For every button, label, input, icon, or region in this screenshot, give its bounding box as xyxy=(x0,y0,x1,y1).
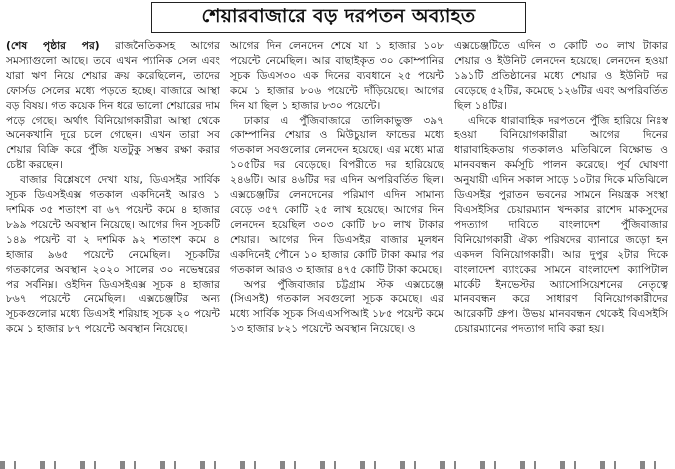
paragraph: এক্সচেঞ্জটিতে এদিন ৩ কোটি ৩০ লাখ টাকার শেয়ার ও ইউনিট লেনদেন হয়েছে। লেনদেন হওয়া ১৯১টি প্রতিষ্ঠানের মধ্যে শেয়ার ও ইউনিট দর বেড়েছে ৫২টির, কমেছে ১২৬টির এবং অপরিবর্তিত ছিল ১৪টির। xyxy=(454,40,668,112)
cut-off-next-headline xyxy=(0,461,675,469)
article-body xyxy=(6,39,669,469)
paragraph-text: রাজনৈতিকসহ আগের সমস্যাগুলো আছে। তবে এখন প্যানিক সেল এবং যারা ঋণ নিয়ে শেয়ার ক্রয় করেছিলেন, তাদের ফোর্সড সেলের মধ্যে পড়তে হচ্ছে। বাজারে আস্থা বড় বিষয়। গত কয়েক দিন ধরে ভালো শেয়ারের দাম পড়ে গেছে। অর্থাৎ বিনিয়োগকারীরা আস্থা থেকে অনেকখানি দূরে চলে গেছেন। এখন তারা সব শেয়ার বিক্রি করে পুঁজি যতটুকু সম্ভব রক্ষা করার চেষ্টা করছেন। xyxy=(6,40,220,172)
continuation-prefix: (শেষ পৃষ্ঠার পর) xyxy=(6,40,100,52)
column-1 xyxy=(6,39,220,469)
column-2 xyxy=(230,39,444,469)
paragraph: অপর পুঁজিবাজার চট্টগ্রাম স্টক এক্সচেঞ্জে (সিএসই) গতকাল সবগুলো সূচক কমেছে। এর মধ্যে সার্বিক সূচক সিএএসপিআই ১৮৫ পয়েন্ট কমে ১৩ হাজার ৮২১ পয়েন্টে অবস্থান নিয়েছে। ও xyxy=(230,278,444,336)
paragraph: বাজার বিশ্লেষণে দেখা যায়, ডিএসইর সার্বিক সূচক ডিএসইএক্স গতকাল একদিনেই আরও ১ দশমিক ৩৫ শতাংশ বা ৬৭ পয়েন্ট কমে ৪ হাজার ৮৯৯ পয়েন্টে অবস্থান নিয়েছে। আগের দিন সূচকটি ১৪৯ পয়েন্ট বা ২ দশমিক ৯২ শতাংশ কমে ৪ হাজার ৯৬৫ পয়েন্টে নেমেছিল। সূচকটির গতকালের অবস্থান ২০২০ সালের ৩০ নভেম্বরের পর সর্বনিম্ন। ওইদিন ডিএসইএক্স সূচক ৪ হাজার ৮৬৭ পয়েন্টে নেমেছিল। এক্সচেঞ্জটির অন্য সূচকগুলোর মধ্যে ডিএসই শরিয়াহ সূচক ২০ পয়েন্ট কমে ১ হাজার ৮৭ পয়েন্টে অবস্থান নিয়েছে। xyxy=(6,174,220,336)
paragraph: ঢাকার এ পুঁজিবাজারে তালিকাভুক্ত ৩৯৭ কোম্পানির শেয়ার ও মিউচুয়াল ফান্ডের মধ্যে গতকাল সবগুলোর লেনদেন হয়েছে। এর মধ্যে মাত্র ১০৫টির দর বেড়েছে। বিপরীতে দর হারিয়েছে ২৪৬টি। আর ৪৬টির দর এদিন অপরিবর্তিত ছিল। এক্সচেঞ্জটির লেনদেনের পরিমাণ এদিন সামান্য বেড়ে ৩৫৭ কোটি ২৫ লাখ হয়েছে। আগের দিন লেনদেন হয়েছিল ৩০৩ কোটি ৮০ লাখ টাকার শেয়ার। আগের দিন ডিএসইর বাজার মূলধন একদিনেই পৌনে ১০ হাজার কোটি টাকা কমার পর গতকাল আরও ৩ হাজার ৪৭৫ কোটি টাকা কমেছে। xyxy=(230,114,444,276)
column-3 xyxy=(454,39,668,469)
headline: শেয়ারবাজারে বড় দরপতন অব্যাহত xyxy=(201,4,476,27)
paragraph xyxy=(6,39,220,173)
paragraph: এদিকে ধারাবাহিক দরপতনে পুঁজি হারিয়ে নিঃস্ব হওয়া বিনিয়োগকারীরা আগের দিনের ধারাবাহিকতায় গতকালও মতিঝিলে বিক্ষোভ ও মানববন্ধন কর্মসূচি পালন করেছে। পূর্ব ঘোষণা অনুযায়ী এদিন সকাল সাড়ে ১০টার দিকে মতিঝিলে ডিএসইর পুরাতন ভবনের সামনে নিয়ন্ত্রক সংস্থা বিএসইসির চেয়ারম্যান খন্দকার রাশেদ মাকসুদের পদত্যাগ দাবিতে বাংলাদেশ পুঁজিবাজার বিনিয়োগকারী ঐক্য পরিষদের ব্যানারে জড়ো হন একদল বিনিয়োগকারী। আর দুপুর ২টার দিকে বাংলাদেশ ব্যাংকের সামনে বাংলাদেশ ক্যাপিটাল মার্কেট ইনভেস্টর অ্যাসোসিয়েশনের নেতৃত্বে মানববন্ধন করে সাধারণ বিনিয়োগকারীদের আরেকটি গ্রুপ। উভয় মানববন্ধন থেকেই বিএসইসি চেয়ারম্যানের পদত্যাগ দাবি করা হয়। xyxy=(454,114,668,336)
headline-box xyxy=(151,2,526,33)
paragraph: আগের দিন লেনদেন শেষে যা ১ হাজার ১০৮ পয়েন্টে নেমেছিল। আর বাছাইকৃত ৩০ কোম্পানির সূচক ডিএস৩০ এক দিনের ব্যবধানে ২৫ পয়েন্ট কমে ১ হাজার ৮০৬ পয়েন্টে দাঁড়িয়েছে। আগের দিন যা ছিল ১ হাজার ৮৩০ পয়েন্টে। xyxy=(230,40,444,112)
